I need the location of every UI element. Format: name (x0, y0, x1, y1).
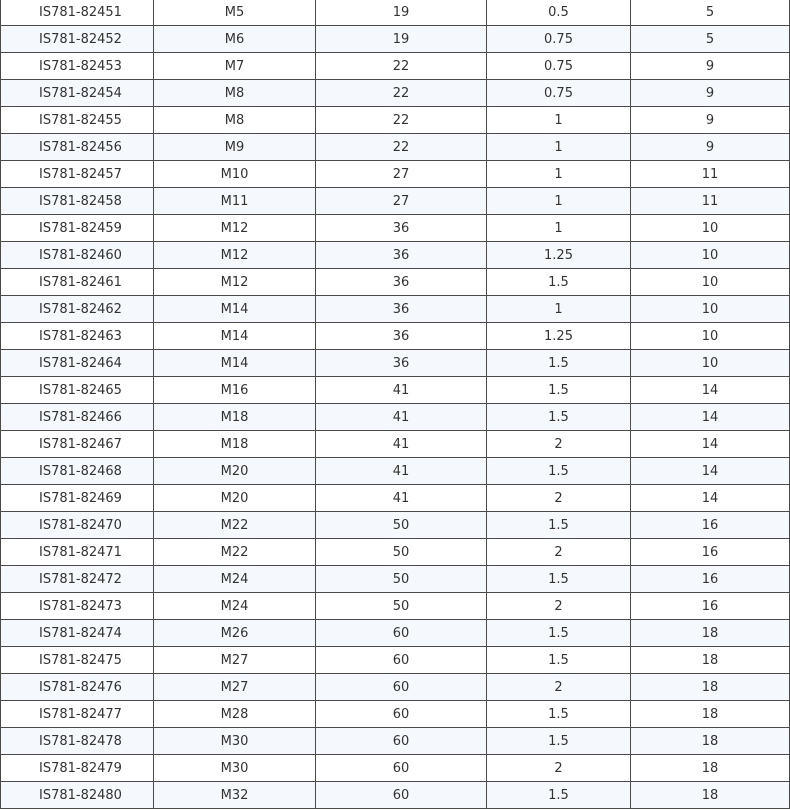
col3-value-cell: 19 (316, 26, 487, 53)
table-row (1, 134, 790, 161)
col3-value-cell: 36 (316, 215, 487, 242)
col3-value-cell: 36 (316, 350, 487, 377)
col3-value-cell: 50 (316, 539, 487, 566)
col5-value-cell: 16 (631, 539, 790, 566)
col5-value-cell: 10 (631, 215, 790, 242)
table-row (1, 647, 790, 674)
thread-size-cell: M26 (154, 620, 316, 647)
part-number-cell: IS781-82460 (1, 242, 154, 269)
table-row (1, 269, 790, 296)
part-number-cell: IS781-82465 (1, 377, 154, 404)
table-row (1, 539, 790, 566)
col5-value-cell: 16 (631, 512, 790, 539)
part-number-cell: IS781-82474 (1, 620, 154, 647)
table-row (1, 26, 790, 53)
thread-size-cell: M14 (154, 296, 316, 323)
pitch-cell: 0.75 (487, 26, 631, 53)
col5-value-cell: 9 (631, 134, 790, 161)
thread-size-cell: M16 (154, 377, 316, 404)
part-number-cell: IS781-82451 (1, 0, 154, 26)
pitch-cell: 2 (487, 593, 631, 620)
col3-value-cell: 50 (316, 566, 487, 593)
pitch-cell: 1.25 (487, 242, 631, 269)
table-row (1, 80, 790, 107)
table-row (1, 782, 790, 809)
col5-value-cell: 11 (631, 188, 790, 215)
col3-value-cell: 60 (316, 782, 487, 809)
part-number-cell: IS781-82463 (1, 323, 154, 350)
part-number-cell: IS781-82472 (1, 566, 154, 593)
col5-value-cell: 10 (631, 323, 790, 350)
col3-value-cell: 41 (316, 404, 487, 431)
thread-size-cell: M11 (154, 188, 316, 215)
col5-value-cell: 14 (631, 377, 790, 404)
part-number-cell: IS781-82476 (1, 674, 154, 701)
table-row (1, 728, 790, 755)
thread-size-cell: M27 (154, 674, 316, 701)
part-number-cell: IS781-82466 (1, 404, 154, 431)
pitch-cell: 0.5 (487, 0, 631, 26)
pitch-cell: 1.5 (487, 404, 631, 431)
part-number-cell: IS781-82477 (1, 701, 154, 728)
pitch-cell: 0.75 (487, 53, 631, 80)
thread-size-cell: M24 (154, 566, 316, 593)
col5-value-cell: 10 (631, 242, 790, 269)
thread-size-cell: M32 (154, 782, 316, 809)
col5-value-cell: 9 (631, 53, 790, 80)
col3-value-cell: 27 (316, 161, 487, 188)
part-number-cell: IS781-82478 (1, 728, 154, 755)
thread-size-cell: M9 (154, 134, 316, 161)
col3-value-cell: 22 (316, 107, 487, 134)
col5-value-cell: 14 (631, 404, 790, 431)
col3-value-cell: 41 (316, 431, 487, 458)
table-row (1, 53, 790, 80)
thread-size-cell: M24 (154, 593, 316, 620)
pitch-cell: 1.5 (487, 566, 631, 593)
table-row (1, 107, 790, 134)
table-row (1, 701, 790, 728)
pitch-cell: 2 (487, 431, 631, 458)
thread-size-cell: M5 (154, 0, 316, 26)
table-row (1, 593, 790, 620)
thread-size-cell: M7 (154, 53, 316, 80)
pitch-cell: 1.5 (487, 269, 631, 296)
col3-value-cell: 41 (316, 485, 487, 512)
thread-size-cell: M27 (154, 647, 316, 674)
thread-size-cell: M14 (154, 350, 316, 377)
part-number-cell: IS781-82462 (1, 296, 154, 323)
pitch-cell: 1.5 (487, 782, 631, 809)
col3-value-cell: 60 (316, 674, 487, 701)
table-row (1, 296, 790, 323)
col5-value-cell: 5 (631, 26, 790, 53)
col3-value-cell: 27 (316, 188, 487, 215)
part-number-cell: IS781-82475 (1, 647, 154, 674)
thread-size-cell: M18 (154, 404, 316, 431)
part-number-cell: IS781-82455 (1, 107, 154, 134)
pitch-cell: 2 (487, 485, 631, 512)
col5-value-cell: 16 (631, 593, 790, 620)
part-number-cell: IS781-82470 (1, 512, 154, 539)
part-number-cell: IS781-82454 (1, 80, 154, 107)
col5-value-cell: 18 (631, 728, 790, 755)
pitch-cell: 1 (487, 161, 631, 188)
table-row (1, 377, 790, 404)
thread-size-cell: M22 (154, 539, 316, 566)
col5-value-cell: 5 (631, 0, 790, 26)
part-number-cell: IS781-82468 (1, 458, 154, 485)
table-row (1, 215, 790, 242)
pitch-cell: 1.5 (487, 377, 631, 404)
col3-value-cell: 60 (316, 620, 487, 647)
pitch-cell: 1 (487, 296, 631, 323)
spec-table-body (1, 0, 790, 809)
col5-value-cell: 18 (631, 620, 790, 647)
pitch-cell: 2 (487, 674, 631, 701)
col5-value-cell: 16 (631, 566, 790, 593)
part-number-cell: IS781-82453 (1, 53, 154, 80)
part-number-cell: IS781-82456 (1, 134, 154, 161)
part-number-cell: IS781-82473 (1, 593, 154, 620)
col3-value-cell: 22 (316, 134, 487, 161)
part-number-cell: IS781-82452 (1, 26, 154, 53)
table-row (1, 350, 790, 377)
thread-size-cell: M30 (154, 728, 316, 755)
table-row (1, 620, 790, 647)
col5-value-cell: 18 (631, 701, 790, 728)
pitch-cell: 1 (487, 188, 631, 215)
pitch-cell: 0.75 (487, 80, 631, 107)
thread-size-cell: M12 (154, 215, 316, 242)
col3-value-cell: 36 (316, 242, 487, 269)
part-number-cell: IS781-82458 (1, 188, 154, 215)
pitch-cell: 1.5 (487, 350, 631, 377)
col5-value-cell: 18 (631, 782, 790, 809)
col5-value-cell: 10 (631, 350, 790, 377)
pitch-cell: 1.5 (487, 620, 631, 647)
col5-value-cell: 11 (631, 161, 790, 188)
col3-value-cell: 60 (316, 701, 487, 728)
pitch-cell: 1.5 (487, 458, 631, 485)
col5-value-cell: 10 (631, 269, 790, 296)
thread-size-cell: M12 (154, 269, 316, 296)
table-row (1, 566, 790, 593)
col3-value-cell: 60 (316, 728, 487, 755)
pitch-cell: 1 (487, 107, 631, 134)
pitch-cell: 1 (487, 215, 631, 242)
thread-size-cell: M8 (154, 107, 316, 134)
table-row (1, 431, 790, 458)
table-row (1, 323, 790, 350)
table-row (1, 404, 790, 431)
col5-value-cell: 18 (631, 755, 790, 782)
col3-value-cell: 60 (316, 755, 487, 782)
col3-value-cell: 60 (316, 647, 487, 674)
col3-value-cell: 41 (316, 458, 487, 485)
col3-value-cell: 41 (316, 377, 487, 404)
col5-value-cell: 18 (631, 674, 790, 701)
table-row (1, 188, 790, 215)
thread-size-cell: M8 (154, 80, 316, 107)
thread-size-cell: M22 (154, 512, 316, 539)
table-row (1, 755, 790, 782)
thread-size-cell: M18 (154, 431, 316, 458)
pitch-cell: 1.25 (487, 323, 631, 350)
pitch-cell: 2 (487, 755, 631, 782)
pitch-cell: 1 (487, 134, 631, 161)
thread-size-cell: M20 (154, 485, 316, 512)
part-number-cell: IS781-82459 (1, 215, 154, 242)
col5-value-cell: 9 (631, 107, 790, 134)
part-number-cell: IS781-82480 (1, 782, 154, 809)
col5-value-cell: 14 (631, 431, 790, 458)
col3-value-cell: 36 (316, 269, 487, 296)
thread-size-cell: M14 (154, 323, 316, 350)
part-number-cell: IS781-82479 (1, 755, 154, 782)
table-row (1, 512, 790, 539)
thread-size-cell: M10 (154, 161, 316, 188)
part-number-cell: IS781-82461 (1, 269, 154, 296)
thread-size-cell: M6 (154, 26, 316, 53)
thread-size-cell: M12 (154, 242, 316, 269)
table-row (1, 242, 790, 269)
pitch-cell: 1.5 (487, 701, 631, 728)
pitch-cell: 2 (487, 539, 631, 566)
col3-value-cell: 50 (316, 512, 487, 539)
col3-value-cell: 36 (316, 323, 487, 350)
part-number-cell: IS781-82469 (1, 485, 154, 512)
part-number-cell: IS781-82471 (1, 539, 154, 566)
col3-value-cell: 22 (316, 53, 487, 80)
table-row (1, 674, 790, 701)
thread-size-cell: M30 (154, 755, 316, 782)
pitch-cell: 1.5 (487, 728, 631, 755)
table-row (1, 458, 790, 485)
col5-value-cell: 14 (631, 458, 790, 485)
thread-size-cell: M28 (154, 701, 316, 728)
col3-value-cell: 50 (316, 593, 487, 620)
pitch-cell: 1.5 (487, 512, 631, 539)
col5-value-cell: 10 (631, 296, 790, 323)
col5-value-cell: 18 (631, 647, 790, 674)
col5-value-cell: 14 (631, 485, 790, 512)
table-row (1, 161, 790, 188)
col3-value-cell: 19 (316, 0, 487, 26)
thread-size-cell: M20 (154, 458, 316, 485)
col3-value-cell: 22 (316, 80, 487, 107)
part-number-cell: IS781-82467 (1, 431, 154, 458)
table-row (1, 0, 790, 26)
pitch-cell: 1.5 (487, 647, 631, 674)
col3-value-cell: 36 (316, 296, 487, 323)
table-row (1, 485, 790, 512)
part-number-cell: IS781-82464 (1, 350, 154, 377)
col5-value-cell: 9 (631, 80, 790, 107)
part-number-cell: IS781-82457 (1, 161, 154, 188)
